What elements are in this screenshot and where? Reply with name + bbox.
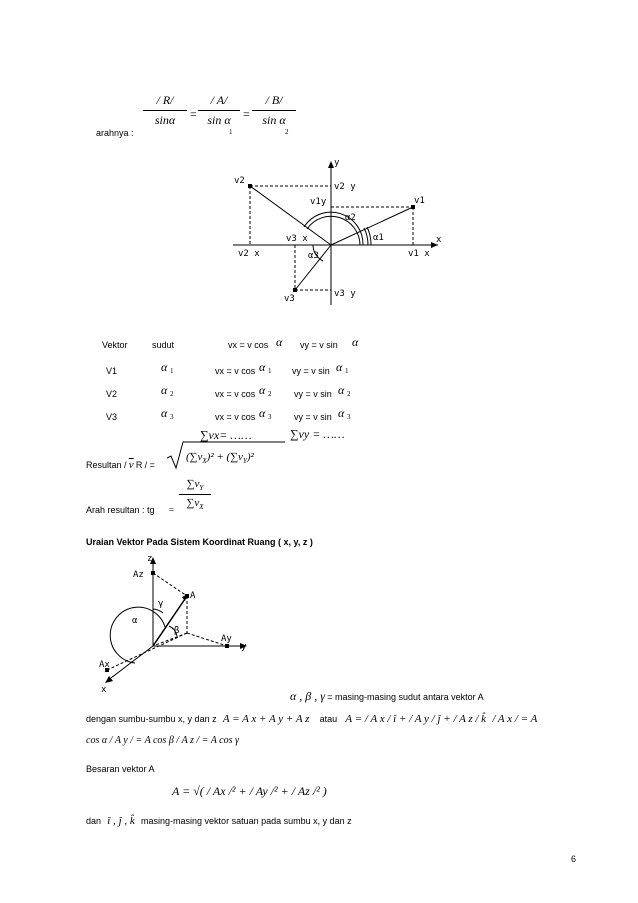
row-vx: vx = v cos: [215, 366, 256, 376]
label-x-axis-3d: x: [101, 685, 107, 693]
row-alpha: α: [161, 360, 168, 374]
row-vx-sub: 2: [268, 390, 272, 398]
subscript-2: 2: [285, 128, 289, 136]
label-v2: v2: [234, 176, 245, 186]
label-z-axis: z: [147, 554, 153, 564]
label-a-3d: A: [190, 591, 196, 601]
fraction-a-num: / A/: [210, 93, 228, 107]
label-y-axis: y: [334, 158, 340, 168]
label-ax: Ax: [99, 660, 110, 670]
table-header-vektor: Vektor: [102, 340, 128, 350]
row-vx-alpha: α: [259, 360, 266, 374]
angles-line: [290, 689, 484, 704]
unit-vectors-text: masing-masing vektor satuan pada sumbu x, y dan z: [141, 816, 352, 826]
arah-label: Arah resultan : tg: [86, 505, 155, 515]
label-v2y: v2 y: [334, 182, 356, 192]
row-alpha: α: [161, 406, 168, 420]
fraction-b: [252, 93, 296, 128]
resultan-r: R: [135, 460, 143, 470]
label-gamma-3d: γ: [158, 599, 164, 609]
angles-text: = masing-masing sudut antara vektor A: [327, 692, 484, 702]
resultan-rest: / =: [144, 460, 155, 470]
components-eq1: A = A x + A y + A z: [222, 713, 310, 725]
label-v1y: v1y: [310, 197, 327, 207]
resultan-label: Resultan /: [86, 460, 127, 470]
row-vy-sub: 1: [345, 367, 349, 375]
label-az: Az: [133, 570, 144, 580]
section-heading: Uraian Vektor Pada Sistem Koordinat Ruang ( x, y, z ): [86, 537, 313, 547]
label-beta-3d: β: [174, 626, 180, 636]
radicand-y: Y: [242, 457, 247, 466]
row-alpha: α: [161, 383, 168, 397]
label-alpha3: α3: [308, 251, 319, 261]
arah-fraction: [179, 478, 211, 511]
row-vy-sub: 2: [347, 390, 351, 398]
radicand-end: )²: [246, 451, 254, 463]
fraction-r-num: / R/: [156, 93, 174, 107]
arah-equals: =: [169, 505, 175, 515]
fraction-b-num: / B/: [265, 93, 283, 107]
radicand-x: X: [202, 457, 207, 466]
besaran-label: Besaran vektor A: [86, 764, 155, 774]
page-number: 6: [571, 854, 577, 864]
row-alpha-sub: 1: [170, 367, 174, 375]
label-v2x: v2 x: [238, 249, 260, 259]
besaran-formula: A = √( / Ax /² + / Ay /² + / Az /² ): [172, 784, 327, 798]
row-vy-sub: 3: [347, 413, 351, 421]
header-alpha-vy: α: [352, 335, 359, 349]
row-vx-alpha: α: [259, 383, 266, 397]
arah-num: ∑v: [186, 478, 200, 490]
components-atau: atau: [319, 714, 338, 724]
label-alpha-3d: α: [132, 616, 138, 626]
radicand-mid: )² + (∑v: [206, 451, 243, 463]
resultan-v: $\overline{v}$: [128, 459, 134, 471]
label-v1x: v1 x: [408, 249, 430, 259]
row-name: V2: [106, 389, 118, 399]
table-header-sudut: sudut: [152, 340, 175, 350]
cos-line: cos α / A y / = A cos β / A z / = A cos γ: [86, 735, 239, 746]
fraction-r-den: sinα: [154, 113, 176, 127]
row-alpha-sub: 2: [170, 390, 174, 398]
components-text: dengan sumbu-sumbu x, y dan z: [86, 714, 217, 724]
resultan-radicand: [186, 451, 254, 465]
sum-vy: ∑vy = ……: [290, 427, 345, 441]
radicand-open: (∑v: [186, 451, 203, 463]
label-ay: Ay: [221, 634, 232, 644]
label-v3y: v3 y: [334, 289, 356, 299]
components-eq2: A = / A x / î + / A y / ĵ + / A z / k̂: [345, 713, 487, 725]
vector-diagram-3d: [95, 553, 270, 693]
arah-den-sub: X: [199, 503, 204, 512]
row-vy: vy = v sin: [292, 366, 330, 376]
table-header-vx: vx = v cos: [228, 340, 269, 350]
resultan-line: [86, 459, 155, 471]
fraction-a: [198, 93, 240, 128]
equals-sign-1: =: [190, 107, 197, 121]
unit-vectors-line: [86, 815, 352, 827]
row-vy-alpha: α: [338, 383, 345, 397]
table-header-vy: vy = v sin: [300, 340, 338, 350]
fraction-b-den: sin α: [262, 113, 286, 127]
arah-num-sub: Y: [199, 484, 204, 493]
unit-vectors: î , ĵ , k̂: [107, 815, 135, 827]
row-vy-alpha: α: [336, 360, 343, 374]
row-vy-alpha: α: [338, 406, 345, 420]
arahnya-label: arahnya :: [96, 128, 134, 138]
row-alpha-sub: 3: [170, 413, 174, 421]
header-alpha-vx: α: [276, 335, 283, 349]
equals-sign-2: =: [243, 107, 250, 121]
subscript-1: 1: [229, 128, 233, 136]
label-alpha1: α1: [373, 233, 384, 243]
label-v3x: v3 x: [286, 234, 308, 244]
label-v1: v1: [414, 196, 425, 206]
row-vx: vx = v cos: [215, 389, 256, 399]
dan-label: dan: [86, 816, 102, 826]
greek-angles: α , β , γ: [290, 689, 326, 703]
row-vx-sub: 3: [268, 413, 272, 421]
label-x-axis: x: [436, 235, 442, 245]
vector-diagram-2d: [228, 155, 448, 310]
row-vy: vy = v sin: [294, 412, 332, 422]
label-y-axis-3d: y: [241, 642, 247, 652]
components-eq3: / A x / = A: [492, 713, 538, 725]
fraction-a-den: sin α: [207, 113, 231, 127]
row-vx: vx = v cos: [215, 412, 256, 422]
sum-vx: ∑vx= ……: [200, 428, 252, 442]
components-line: [86, 713, 537, 725]
arah-den: ∑v: [186, 497, 200, 510]
row-name: V3: [106, 412, 118, 422]
row-vx-alpha: α: [259, 406, 266, 420]
row-name: V1: [106, 366, 118, 376]
row-vy: vy = v sin: [294, 389, 332, 399]
label-alpha2: α2: [345, 213, 356, 223]
row-vx-sub: 1: [268, 367, 272, 375]
fraction-r: [143, 93, 187, 128]
label-v3: v3: [284, 294, 295, 304]
